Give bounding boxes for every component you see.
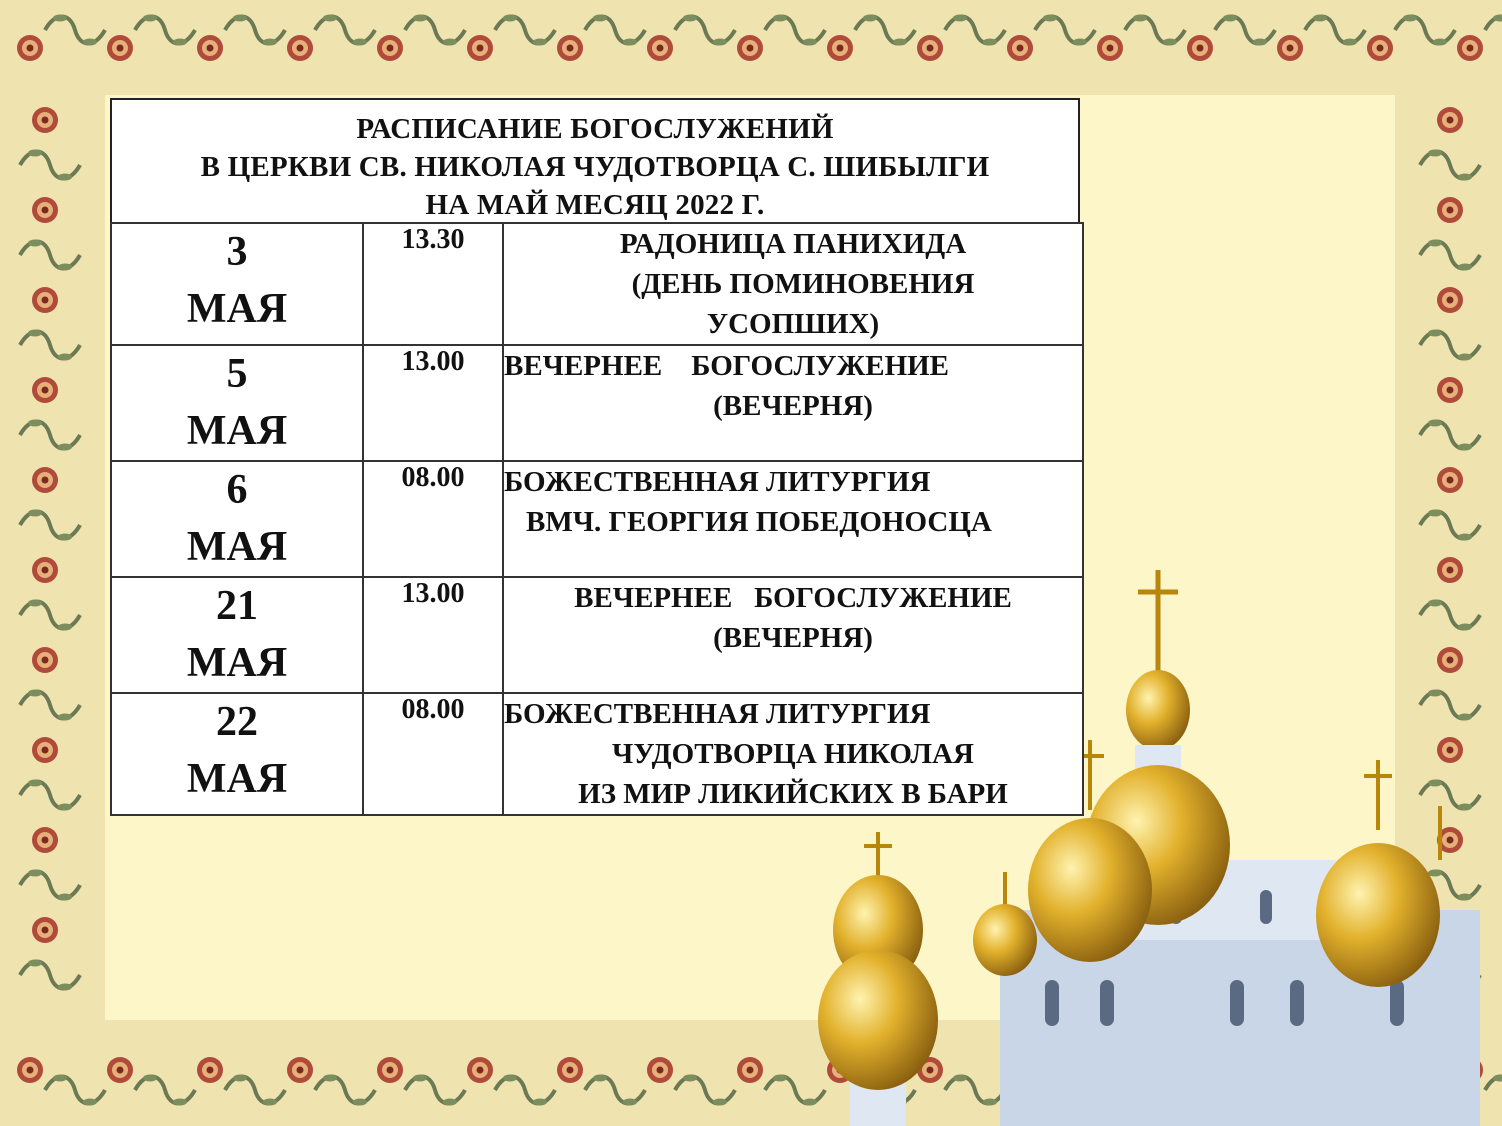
ornament-flower bbox=[467, 35, 493, 61]
ornament-flower bbox=[377, 35, 403, 61]
date-cell bbox=[111, 461, 363, 577]
event-cell bbox=[503, 223, 1083, 345]
ornament-flower bbox=[32, 197, 58, 223]
date-cell bbox=[111, 693, 363, 815]
ornament-flower bbox=[827, 35, 853, 61]
ornament-flower bbox=[287, 35, 313, 61]
date-month: МАЯ bbox=[186, 408, 288, 454]
ornament-flower bbox=[32, 557, 58, 583]
ornament-flower bbox=[1367, 35, 1393, 61]
title-line-2: В ЦЕРКВИ СВ. НИКОЛАЯ ЧУДОТВОРЦА С. ШИБЫЛГИ bbox=[200, 151, 990, 183]
ornament-flower bbox=[917, 35, 943, 61]
event-line: ИЗ МИР ЛИКИЙСКИХ В БАРИ bbox=[578, 778, 1008, 810]
time-cell: 08.00 bbox=[363, 461, 503, 577]
table-row bbox=[111, 223, 1083, 345]
title-line-3: НА МАЙ МЕСЯЦ 2022 Г. bbox=[425, 189, 765, 221]
date-cell bbox=[111, 345, 363, 461]
ornament-flower bbox=[17, 1057, 43, 1083]
ornament-flower bbox=[1277, 35, 1303, 61]
title-line-1: РАСПИСАНИЕ БОГОСЛУЖЕНИЙ bbox=[356, 113, 834, 145]
event-line: УСОПШИХ) bbox=[706, 308, 880, 340]
ornament-flower bbox=[1437, 377, 1463, 403]
ornament-flower bbox=[107, 1057, 133, 1083]
ornament-flower bbox=[32, 107, 58, 133]
date-month: МАЯ bbox=[186, 524, 288, 570]
ornament-flower bbox=[737, 35, 763, 61]
ornament-flower bbox=[32, 827, 58, 853]
ornament-flower bbox=[1097, 35, 1123, 61]
table-row bbox=[111, 577, 1083, 693]
event-line: БОЖЕСТВЕННАЯ ЛИТУРГИЯ bbox=[504, 698, 931, 730]
event-line: ВМЧ. ГЕОРГИЯ ПОБЕДОНОСЦА bbox=[526, 506, 992, 538]
date-month: МАЯ bbox=[186, 756, 288, 802]
event-line: РАДОНИЦА ПАНИХИДА bbox=[619, 228, 967, 260]
ornament-flower bbox=[647, 35, 673, 61]
ornament-flower bbox=[287, 1057, 313, 1083]
time-cell: 13.00 bbox=[363, 577, 503, 693]
schedule-title bbox=[110, 98, 1080, 222]
ornament-flower bbox=[32, 377, 58, 403]
schedule-table bbox=[110, 222, 1084, 816]
date-day: 5 bbox=[226, 351, 248, 397]
event-cell bbox=[503, 693, 1083, 815]
table-row bbox=[111, 345, 1083, 461]
event-line: (ВЕЧЕРНЯ) bbox=[713, 622, 873, 654]
ornament-flower bbox=[377, 1057, 403, 1083]
event-cell bbox=[503, 577, 1083, 693]
ornament-flower bbox=[32, 737, 58, 763]
ornament-flower bbox=[32, 467, 58, 493]
event-line: ВЕЧЕРНЕЕ БОГОСЛУЖЕНИЕ bbox=[574, 582, 1012, 614]
event-line: (ВЕЧЕРНЯ) bbox=[713, 390, 873, 422]
event-line: (ДЕНЬ ПОМИНОВЕНИЯ bbox=[631, 268, 975, 300]
event-line: ВЕЧЕРНЕЕ БОГОСЛУЖЕНИЕ bbox=[504, 350, 950, 382]
date-day: 3 bbox=[226, 229, 248, 275]
time-cell: 08.00 bbox=[363, 693, 503, 815]
ornament-flower bbox=[1007, 35, 1033, 61]
ornament-flower bbox=[107, 35, 133, 61]
date-day: 6 bbox=[226, 467, 248, 513]
date-day: 22 bbox=[216, 699, 258, 745]
ornament-flower bbox=[1457, 35, 1483, 61]
ornament-flower bbox=[32, 287, 58, 313]
ornament-flower bbox=[1437, 287, 1463, 313]
ornament-flower bbox=[737, 1057, 763, 1083]
ornament-flower bbox=[32, 917, 58, 943]
event-line: ЧУДОТВОРЦА НИКОЛАЯ bbox=[612, 738, 974, 770]
ornament-flower bbox=[557, 1057, 583, 1083]
ornament-flower bbox=[647, 1057, 673, 1083]
ornament-flower bbox=[557, 35, 583, 61]
date-cell bbox=[111, 223, 363, 345]
date-cell bbox=[111, 577, 363, 693]
table-row bbox=[111, 461, 1083, 577]
event-cell bbox=[503, 461, 1083, 577]
date-month: МАЯ bbox=[186, 286, 288, 332]
time-cell: 13.30 bbox=[363, 223, 503, 345]
ornament-flower bbox=[467, 1057, 493, 1083]
ornament-flower bbox=[1187, 35, 1213, 61]
date-month: МАЯ bbox=[186, 640, 288, 686]
ornament-flower bbox=[1437, 197, 1463, 223]
ornament-flower bbox=[197, 35, 223, 61]
ornament-flower bbox=[32, 647, 58, 673]
ornament-flower bbox=[197, 1057, 223, 1083]
ornament-flower bbox=[17, 35, 43, 61]
date-day: 21 bbox=[216, 583, 258, 629]
event-cell bbox=[503, 345, 1083, 461]
time-cell: 13.00 bbox=[363, 345, 503, 461]
ornament-flower bbox=[1437, 467, 1463, 493]
ornament-flower bbox=[1437, 107, 1463, 133]
event-line: БОЖЕСТВЕННАЯ ЛИТУРГИЯ bbox=[504, 466, 931, 498]
table-row bbox=[111, 693, 1083, 815]
